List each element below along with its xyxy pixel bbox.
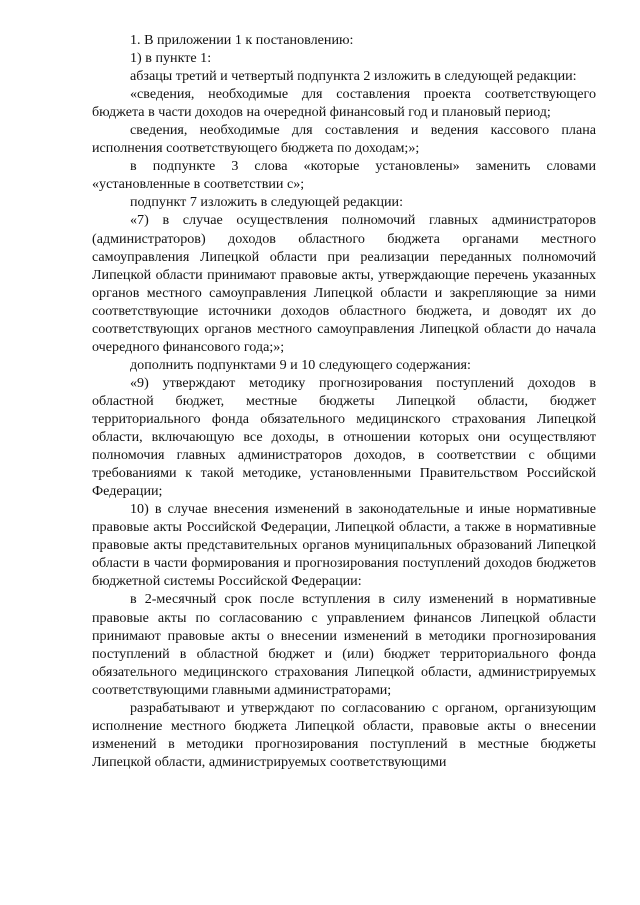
paragraph-item-1: 1. В приложении 1 к постановлению: [130, 32, 354, 48]
paragraph-text: подпункт 7 изложить в следующей редакции: [130, 194, 404, 211]
paragraph-text: сведения, необходимые для составления и ведения кассового плана исполнения соответствующего бюджета по доходам;»; [92, 122, 596, 157]
paragraph-text: «сведения, необходимые для составления проекта соответствующего бюджета в части доходов на очередной финансовый год и плановый период; [92, 86, 596, 121]
paragraph-text: в подпункте 3 слова «которые установлены» заменить словами «установленные в соответствии с»; [92, 158, 596, 193]
paragraph-text: разрабатывают и утверждают по согласованию с органом, организующим исполнение местного бюджета Липецкой области, правовые акты о внесении изменений в методики прогнозирования поступлений в местные бюджеты Липецкой области, администрируемых соответствующими [92, 699, 596, 770]
paragraph-text: 10) в случае внесения изменений в законодательные и иные нормативные правовые акты Российской Федерации, Липецкой области, а также в нормативные правовые акты представительных органов муниципальных образований Липецкой области в части формирования и прогнозирования поступлений доходов бюджетов бюджетной системы Российской Федерации: [92, 501, 596, 590]
paragraph-text: абзацы третий и четвертый подпункта 2 изложить в следующей редакции: [130, 68, 577, 85]
paragraph-text: «7) в случае осуществления полномочий главных администраторов (администраторов) доходов областного бюджета органами местного самоуправления Липецкой области при реализации переданных полномочий Липецкой области принимают правовые акты, утверждающие перечень указанных органов местного самоуправления Липецкой области и закрепляющие за ними соответствующие источники доходов областного бюджета, и доводят их до соответствующих органов местного самоуправления Липецкой области до начала очередного финансового года;»; [92, 212, 596, 355]
paragraph-subitem-1: 1) в пункте 1: [130, 50, 212, 67]
paragraph-text: дополнить подпунктами 9 и 10 следующего содержания: [130, 356, 471, 373]
document-page [92, 31, 596, 771]
paragraph-text: «9) утверждают методику прогнозирования поступлений доходов в областной бюджет, местные бюджеты Липецкой области, бюджет территориального фонда обязательного медицинского страхования Липецкой области, включающую все доходы, в отношении которых они осуществляют полномочия главных администраторов доходов, в соответствии с общими требованиями к такой методике, установленными Правительством Российской Федерации; [92, 374, 596, 500]
paragraph-text: в 2-месячный срок после вступления в силу изменений в нормативные правовые акты по согласованию с управлением финансов Липецкой области принимают правовые акты о внесении изменений в методики прогнозирования поступлений в областной бюджет и (или) бюджет территориального фонда обязательного медицинского страхования Липецкой области, администрируемых соответствующими главными администраторами; [92, 591, 596, 698]
